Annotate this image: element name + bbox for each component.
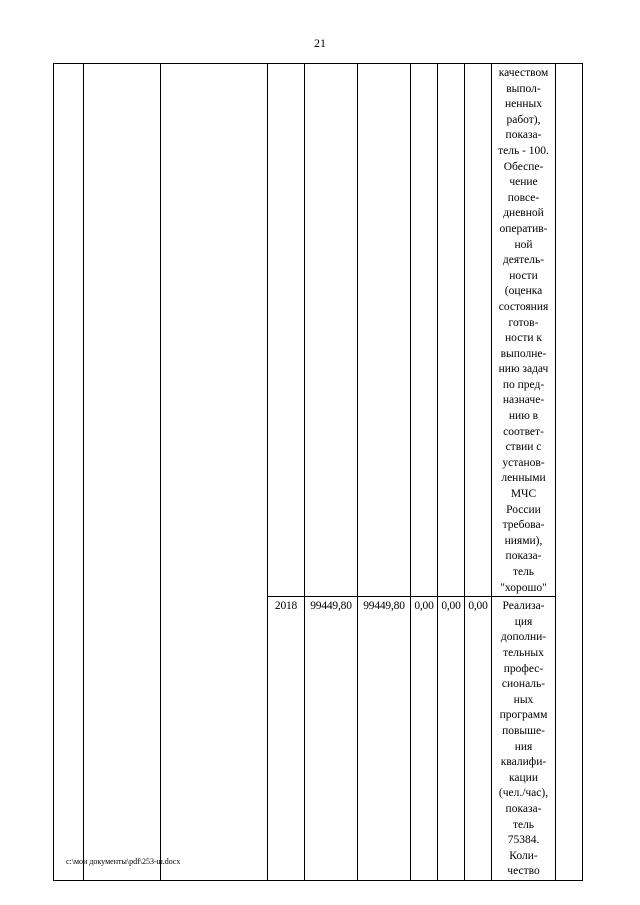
- cell-year: [268, 64, 305, 597]
- cell-federal: [411, 64, 438, 597]
- footer-file-path: c:\мои документы\pdf\253-ш.docx: [66, 857, 181, 866]
- page-number: 21: [314, 36, 326, 50]
- cell-federal: 0,00: [411, 597, 438, 881]
- cell-total: 99449,80: [305, 597, 358, 881]
- cell-local: [438, 64, 465, 597]
- cell-budget: 99449,80: [358, 597, 411, 881]
- cell-budget: [358, 64, 411, 597]
- document-table: [53, 63, 583, 881]
- cell-local: 0,00: [438, 597, 465, 881]
- cell-last: [556, 64, 583, 881]
- cell-number: [54, 64, 84, 881]
- cell-other: 0,00: [465, 597, 492, 881]
- cell-indicator: Реализа- ция дополни- тельных профес- сиональ- ных программ повыше- ния квалифи- кации (чел./час), показа- тель 75384. Коли- чество: [492, 597, 556, 881]
- cell-indicator: качеством выпол- ненных работ), показа- тель - 100. Обеспе- чение повсе- дневной оператив- ной деятель- ности (оценка состояния готов- ности к выполне- нию задач по пред- назначе- нию в соответ- ствии с установ- ленными МЧС России требова- ниями), показа- тель "хорошо": [492, 64, 556, 597]
- cell-name: [84, 64, 161, 881]
- cell-total: [305, 64, 358, 597]
- table-row: [54, 64, 583, 597]
- cell-year: 2018: [268, 597, 305, 881]
- cell-other: [465, 64, 492, 597]
- cell-executor: [161, 64, 268, 881]
